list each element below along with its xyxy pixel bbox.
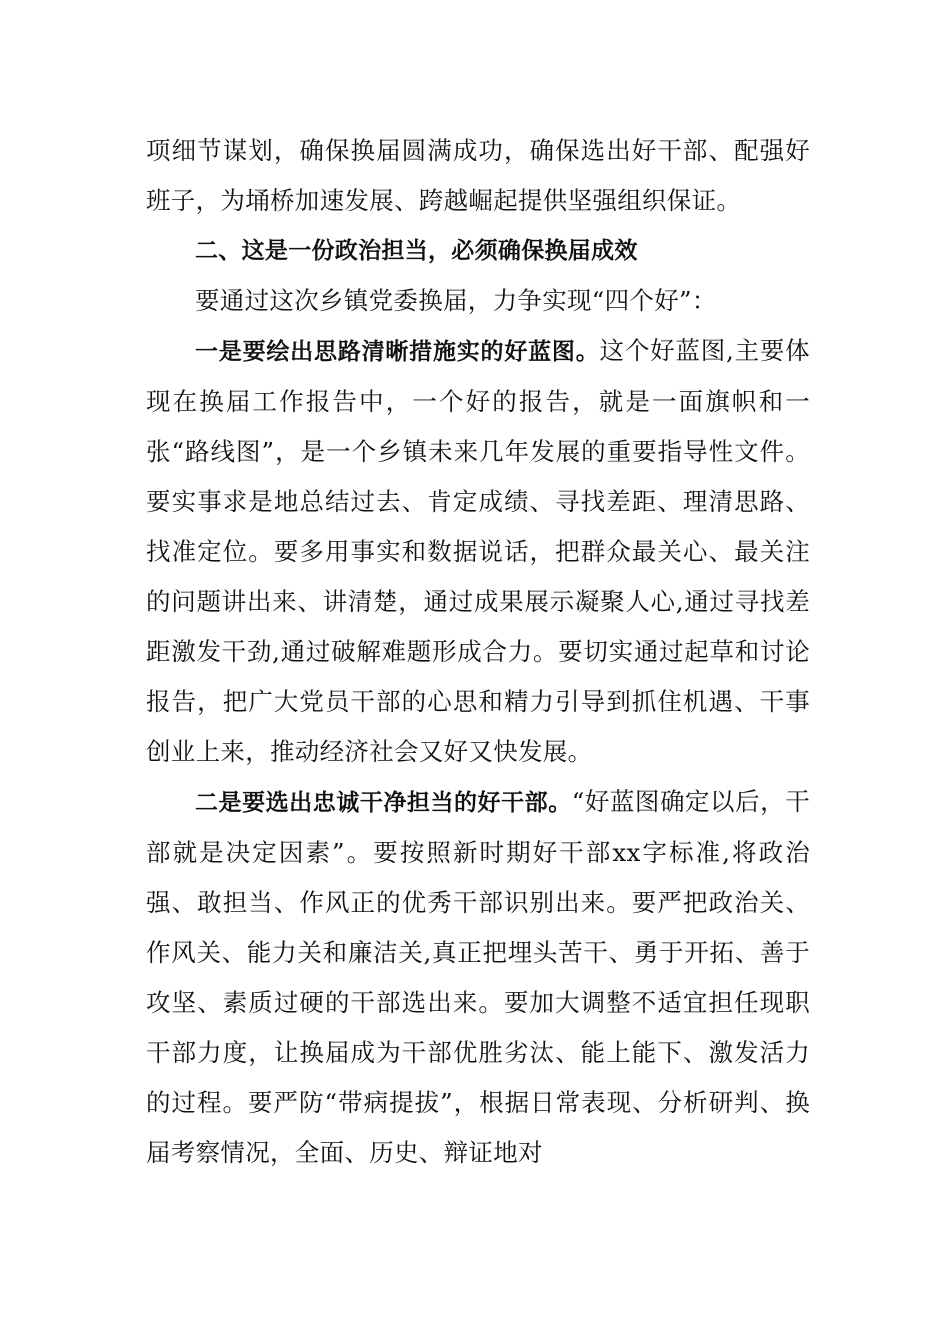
paragraph-continuation	[146, 126, 810, 226]
paragraph-lead: 一是要绘出思路清晰措施实的好蓝图。	[195, 339, 600, 365]
section-heading-text: 二、这是一份政治担当，必须确保换届成效	[195, 238, 638, 264]
paragraph-text: 项细节谋划，确保换届圆满成功，确保选出好干部、配强好班子，为埇桥加速发展、跨越崛起提供坚强组织保证。	[146, 136, 810, 215]
paragraph-lead: 二是要选出忠诚干净担当的好干部。	[195, 790, 572, 816]
paragraph-text: 要通过这次乡镇党委换届，力争实现“四个好”：	[195, 286, 717, 315]
section-heading	[146, 226, 810, 276]
paragraph-cadres	[146, 777, 810, 1178]
paragraph-intro	[146, 276, 810, 326]
paragraph-text: 这个好蓝图,主要体现在换届工作报告中，一个好的报告，就是一面旗帜和一张“路线图”，是一个乡镇未来几年发展的重要指导性文件。要实事求是地总结过去、肯定成绩、寻找差距、理清思路、找准定位。要多用事实和数据说话，把群众最关心、最关注的问题讲出来、讲清楚，通过成果展示凝聚人心,通过寻找差距激发干劲,通过破解难题形成合力。要切实通过起草和讨论报告，把广大党员干部的心思和精力引导到抓住机遇、干事创业上来，推动经济社会又好又快发展。	[146, 336, 810, 766]
paragraph-blueprint	[146, 326, 810, 777]
text-body	[146, 126, 810, 1178]
paragraph-text: “好蓝图确定以后，干部就是决定因素”。要按照新时期好干部xx字标准,将政治强、敢担当、作风正的优秀干部识别出来。要严把政治关、作风关、能力关和廉洁关,真正把埋头苦干、勇于开拓、善于攻坚、素质过硬的干部选出来。要加大调整不适宜担任现职干部力度，让换届成为干部优胜劣汰、能上能下、激发活力的过程。要严防“带病提拔”，根据日常表现、分析研判、换届考察情况，全面、历史、辩证地对	[146, 787, 810, 1167]
